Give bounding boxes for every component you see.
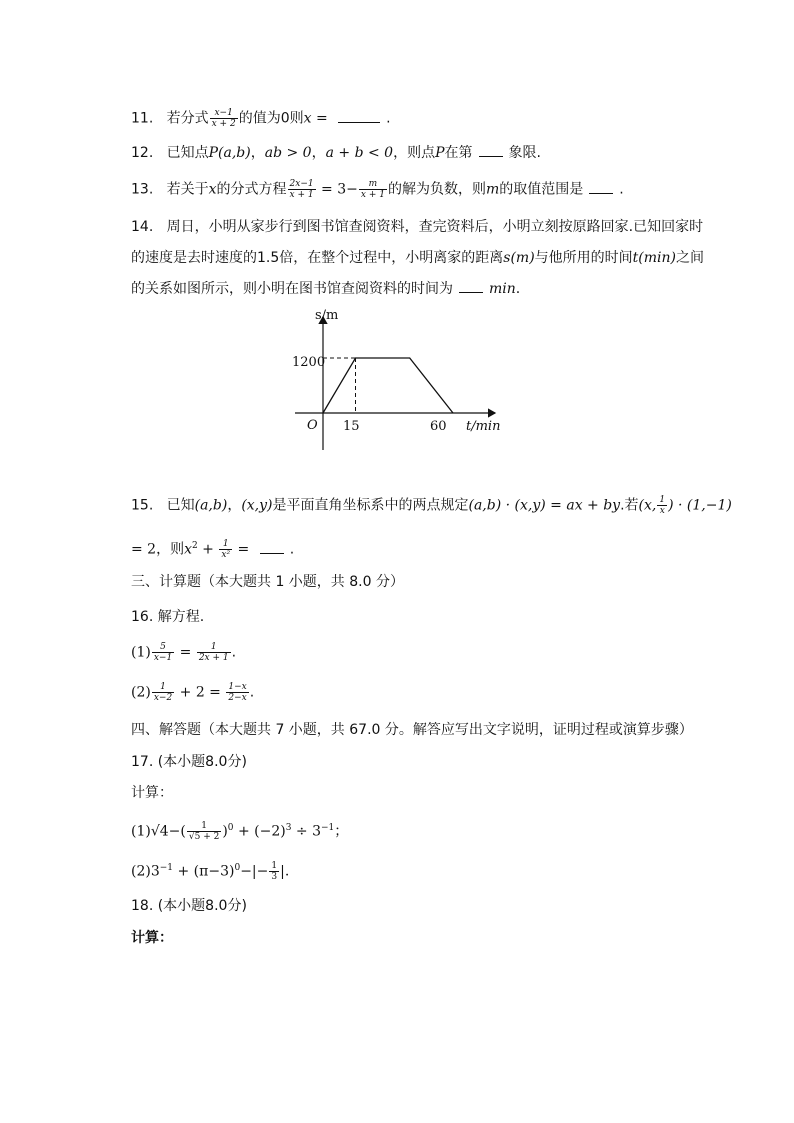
answer-blank[interactable] xyxy=(589,181,613,194)
fraction xyxy=(197,642,231,663)
text: 已知 xyxy=(166,497,195,514)
equals: = xyxy=(233,541,254,558)
section-3-heading xyxy=(131,572,404,592)
math: + xyxy=(197,541,219,558)
text: 的分式方程 xyxy=(216,181,287,198)
math: + (−2) xyxy=(233,823,286,840)
text: 的值为0则 xyxy=(238,110,304,127)
fraction xyxy=(187,821,221,842)
math: + (π−3) xyxy=(173,863,235,880)
exponent: 2 xyxy=(192,541,198,551)
numerator: 5 xyxy=(152,642,174,653)
x-tick-label: 60 xyxy=(430,419,447,434)
text: 17. (本小题8.0分) xyxy=(131,754,247,770)
math: (a,b) · (x,y) = ax + by xyxy=(468,497,621,514)
text: 之间 xyxy=(675,250,704,266)
denominator: x−1 xyxy=(153,653,173,663)
question-number: 12. xyxy=(131,145,154,161)
question-14-line-2 xyxy=(131,248,704,268)
math: (a,b) xyxy=(194,497,228,514)
x-axis-label: t/min xyxy=(466,419,501,434)
equals: = xyxy=(175,644,196,661)
text: 若关于 xyxy=(166,181,209,198)
numerator: 1 xyxy=(659,495,666,505)
math: ab > 0 xyxy=(264,145,312,161)
question-18-title xyxy=(131,896,247,916)
heading-text: 四、解答题（本大题共 7 小题，共 67.0 分。解答应写出文字说明，证明过程或演算步骤） xyxy=(131,722,693,738)
text: 周日，小明从家步行到图书馆查阅资料，查完资料后，小明立刻按原路回家.已知回家时 xyxy=(166,219,704,235)
answer-blank[interactable] xyxy=(260,541,284,554)
distance-time-graph xyxy=(280,305,510,455)
heading-text: 三、计算题（本大题共 1 小题，共 8.0 分） xyxy=(131,574,404,590)
math: ÷ 3 xyxy=(291,823,322,840)
question-16-part-1 xyxy=(131,642,236,663)
question-14-line-1 xyxy=(131,217,703,237)
text: .若 xyxy=(620,497,639,514)
period: . xyxy=(386,110,391,127)
math: a + b < 0 xyxy=(325,145,394,161)
text: 16. 解方程. xyxy=(131,609,205,625)
text: 的解为负数，则 xyxy=(387,181,486,198)
period: . xyxy=(619,181,624,198)
denominator: x² xyxy=(221,550,231,561)
text: 象限. xyxy=(508,145,541,161)
math: √4−( xyxy=(150,823,186,840)
math: = 3− xyxy=(316,181,358,198)
variable: x xyxy=(208,181,217,198)
answer-blank[interactable] xyxy=(459,280,483,293)
fraction xyxy=(288,179,316,200)
question-number: 11. xyxy=(131,110,154,127)
exponent: −1 xyxy=(159,863,174,873)
question-12: 12. 已知点P(a,b)，ab > 0，a + b < 0，则点P在第 象限. xyxy=(131,145,541,161)
part-label: (1) xyxy=(131,823,151,840)
question-14-line-3 xyxy=(131,279,520,299)
denominator: √5 + 2 xyxy=(188,832,220,843)
fraction xyxy=(210,108,238,129)
question-15-line-2 xyxy=(131,536,294,560)
part-label: (2) xyxy=(131,684,151,701)
fraction xyxy=(152,642,174,663)
question-18-subtitle xyxy=(131,928,173,948)
question-16-part-2 xyxy=(131,682,254,703)
text: 的关系如图所示，则小明在图书馆查阅资料的时间为 xyxy=(131,281,453,297)
variable: m xyxy=(485,181,500,198)
math: (x, xyxy=(638,497,657,514)
period: . xyxy=(515,281,521,297)
text: ， xyxy=(227,497,242,514)
denominator: 3 xyxy=(271,872,278,883)
denominator: x−2 xyxy=(153,693,173,703)
text: 计算： xyxy=(131,785,173,801)
period: . xyxy=(249,684,255,701)
answer-blank[interactable] xyxy=(479,144,503,157)
period: . xyxy=(289,541,295,558)
math: P(a,b) xyxy=(208,145,251,161)
text: ，则点 xyxy=(393,145,436,161)
math: s(m) xyxy=(503,250,535,266)
denominator: x xyxy=(659,506,665,516)
math: |. xyxy=(280,863,290,880)
question-11 xyxy=(131,108,391,129)
fraction xyxy=(269,861,279,882)
x-tick-label: 15 xyxy=(343,419,360,434)
numerator: 1 xyxy=(187,821,221,832)
variable: x xyxy=(303,110,312,127)
numerator: 1−x xyxy=(228,682,247,692)
math: −|− xyxy=(240,863,269,880)
question-number: 14. xyxy=(131,219,154,235)
answer-blank[interactable] xyxy=(338,110,380,123)
text: 若分式 xyxy=(166,110,209,127)
equals: = xyxy=(311,110,333,127)
text: ； xyxy=(334,823,349,840)
question-17-subtitle xyxy=(131,783,173,803)
question-16-title xyxy=(131,607,204,627)
question-17-part-2 xyxy=(131,858,289,882)
part-label: (1) xyxy=(131,644,151,661)
section-4-heading xyxy=(131,720,693,740)
denominator: 2x + 1 xyxy=(198,653,229,663)
text: 的速度是去时速度的1.5倍，在整个过程中，小明离家的距离 xyxy=(131,250,504,266)
text: 计算： xyxy=(131,930,173,946)
origin-label: O xyxy=(307,418,318,433)
text: 与他所用的时间 xyxy=(534,250,633,266)
math: (x,y) xyxy=(241,497,273,514)
math: 3 xyxy=(150,863,160,880)
variable: x xyxy=(184,541,192,558)
denominator: 2−x xyxy=(228,693,247,703)
question-number: 15. xyxy=(131,497,154,514)
distance-series-line xyxy=(323,358,453,413)
text: 在第 xyxy=(444,145,473,161)
math: ) xyxy=(222,823,228,840)
math: ) · (1,−1) xyxy=(668,497,732,514)
numerator: m xyxy=(359,179,387,190)
denominator: x + 1 xyxy=(360,190,385,200)
exponent: −1 xyxy=(321,823,335,833)
text: 的取值范围是 xyxy=(499,181,584,198)
math: + 2 = xyxy=(175,684,226,701)
question-17-part-1 xyxy=(131,818,348,842)
numerator: 1 xyxy=(219,539,232,550)
y-axis-label: s/m xyxy=(315,308,339,323)
unit: min xyxy=(489,281,516,297)
numerator: 1 xyxy=(152,682,174,693)
question-13 xyxy=(131,179,624,200)
denominator: x + 2 xyxy=(211,119,236,129)
part-label: (2) xyxy=(131,863,151,880)
period: . xyxy=(231,644,237,661)
fraction xyxy=(657,495,667,516)
numerator: 1 xyxy=(197,642,231,653)
math: t(min) xyxy=(632,250,676,266)
exponent: 3 xyxy=(285,823,292,833)
y-tick-label: 1200 xyxy=(292,355,326,370)
fraction xyxy=(226,682,248,703)
text: 已知点 xyxy=(166,145,209,161)
question-17-title xyxy=(131,752,247,772)
text: = 2，则 xyxy=(131,541,185,558)
math: P xyxy=(435,145,445,161)
denominator: x + 1 xyxy=(289,190,314,200)
numerator: 1 xyxy=(271,861,278,872)
question-number: 13. xyxy=(131,181,154,198)
fraction xyxy=(219,539,232,560)
text: 18. (本小题8.0分) xyxy=(131,898,247,914)
numerator: 2x−1 xyxy=(289,179,314,189)
exponent: 0 xyxy=(227,823,234,833)
fraction xyxy=(152,682,174,703)
text: 是平面直角坐标系中的两点规定 xyxy=(272,497,469,514)
numerator: x−1 xyxy=(210,108,238,119)
fraction xyxy=(359,179,387,200)
exponent: 0 xyxy=(234,863,241,873)
question-15-line-1 xyxy=(131,495,732,516)
